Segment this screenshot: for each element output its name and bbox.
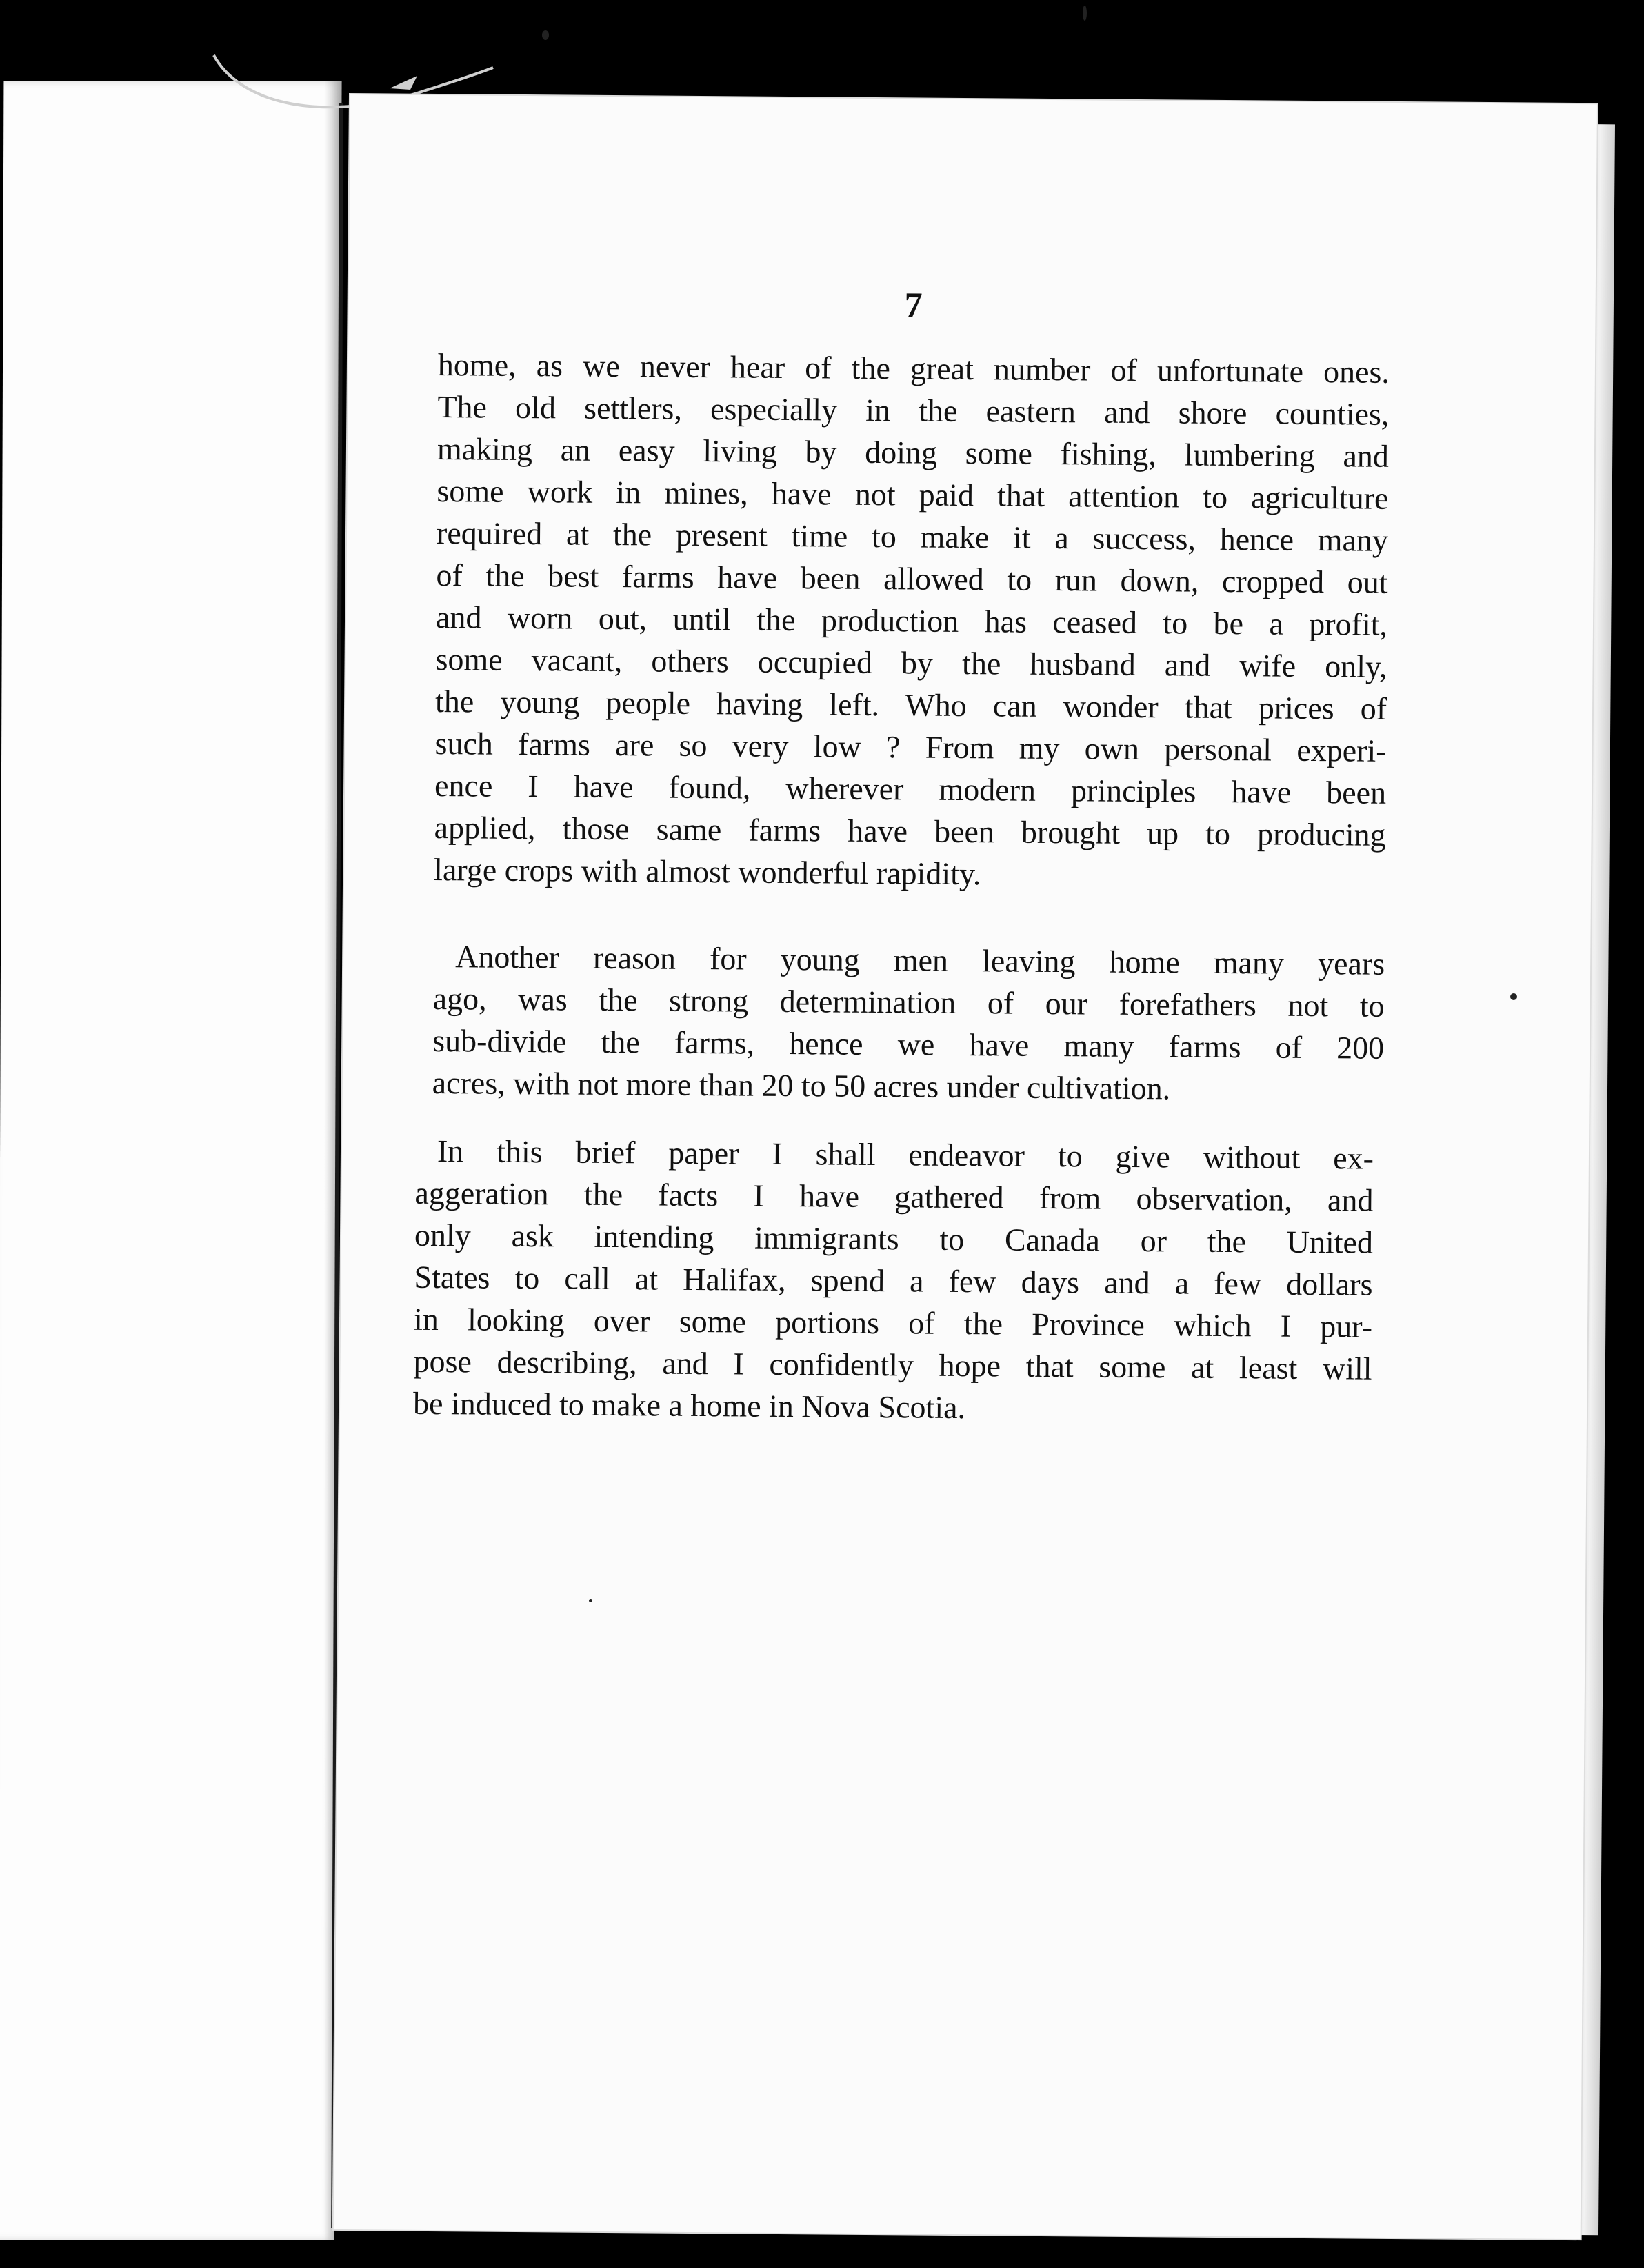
right-page-text: [334, 94, 1597, 2239]
text-line: large crops with almost wonderful rapidity.: [433, 851, 981, 892]
page-number: 7: [904, 286, 923, 326]
text-line: aggeration the facts I have gathered from observation, and: [414, 1175, 1374, 1218]
left-page: [0, 81, 341, 2240]
text-line: home, as we never hear of the great number of unfortunate ones.: [437, 347, 1390, 390]
text-line: acres, with not more than 20 to 50 acres under cultivation.: [432, 1064, 1171, 1106]
text-line: of the best farms have been allowed to run down, cropped out: [436, 557, 1388, 600]
text-line: in looking over some portions of the Province which I pur-: [413, 1301, 1373, 1344]
text-line: some work in mines, have not paid that attention to agriculture: [437, 473, 1389, 516]
scan-speck: [1510, 993, 1517, 1000]
paragraph-3: [413, 1130, 1374, 1432]
text-line: only ask intending immigrants to Canada or the United: [414, 1217, 1374, 1260]
text-line: applied, those same farms have been brought up to producing: [434, 809, 1386, 853]
text-line: some vacant, others occupied by the husband and wife only,: [435, 641, 1387, 684]
text-line: Another reason for young men leaving home many years: [454, 939, 1385, 982]
paragraph-2: [432, 935, 1385, 1111]
text-line: The old settlers, especially in the eastern and shore counties,: [437, 389, 1390, 432]
text-line: and worn out, until the production has ceased to be a profit,: [435, 599, 1388, 642]
text-line: the young people having left. Who can wonder that prices of: [434, 683, 1387, 726]
scan-speck: [1083, 6, 1087, 21]
text-line: be induced to make a home in Nova Scotia.: [412, 1385, 966, 1426]
text-line: ence I have found, wherever modern principles have been: [434, 767, 1387, 810]
scan-speck: [542, 30, 549, 40]
text-line: required at the present time to make it a success, hence many: [436, 515, 1389, 558]
right-page: [334, 94, 1597, 2239]
text-line: ago, was the strong determination of our forefathers not to: [432, 980, 1385, 1024]
text-line: making an easy living by doing some fishing, lumbering and: [437, 431, 1390, 474]
text-line: In this brief paper I shall endeavor to give without ex-: [437, 1133, 1374, 1176]
text-line: such farms are so very low ? From my own personal experi-: [434, 725, 1387, 768]
paragraph-1: [434, 344, 1390, 898]
text-line: States to call at Halifax, spend a few days and a few dollars: [414, 1259, 1373, 1302]
text-line: pose describing, and I confidently hope that some at least will: [413, 1343, 1372, 1386]
text-line: sub-divide the farms, hence we have many farms of 200: [432, 1022, 1385, 1066]
scan-speck: [589, 1599, 592, 1602]
